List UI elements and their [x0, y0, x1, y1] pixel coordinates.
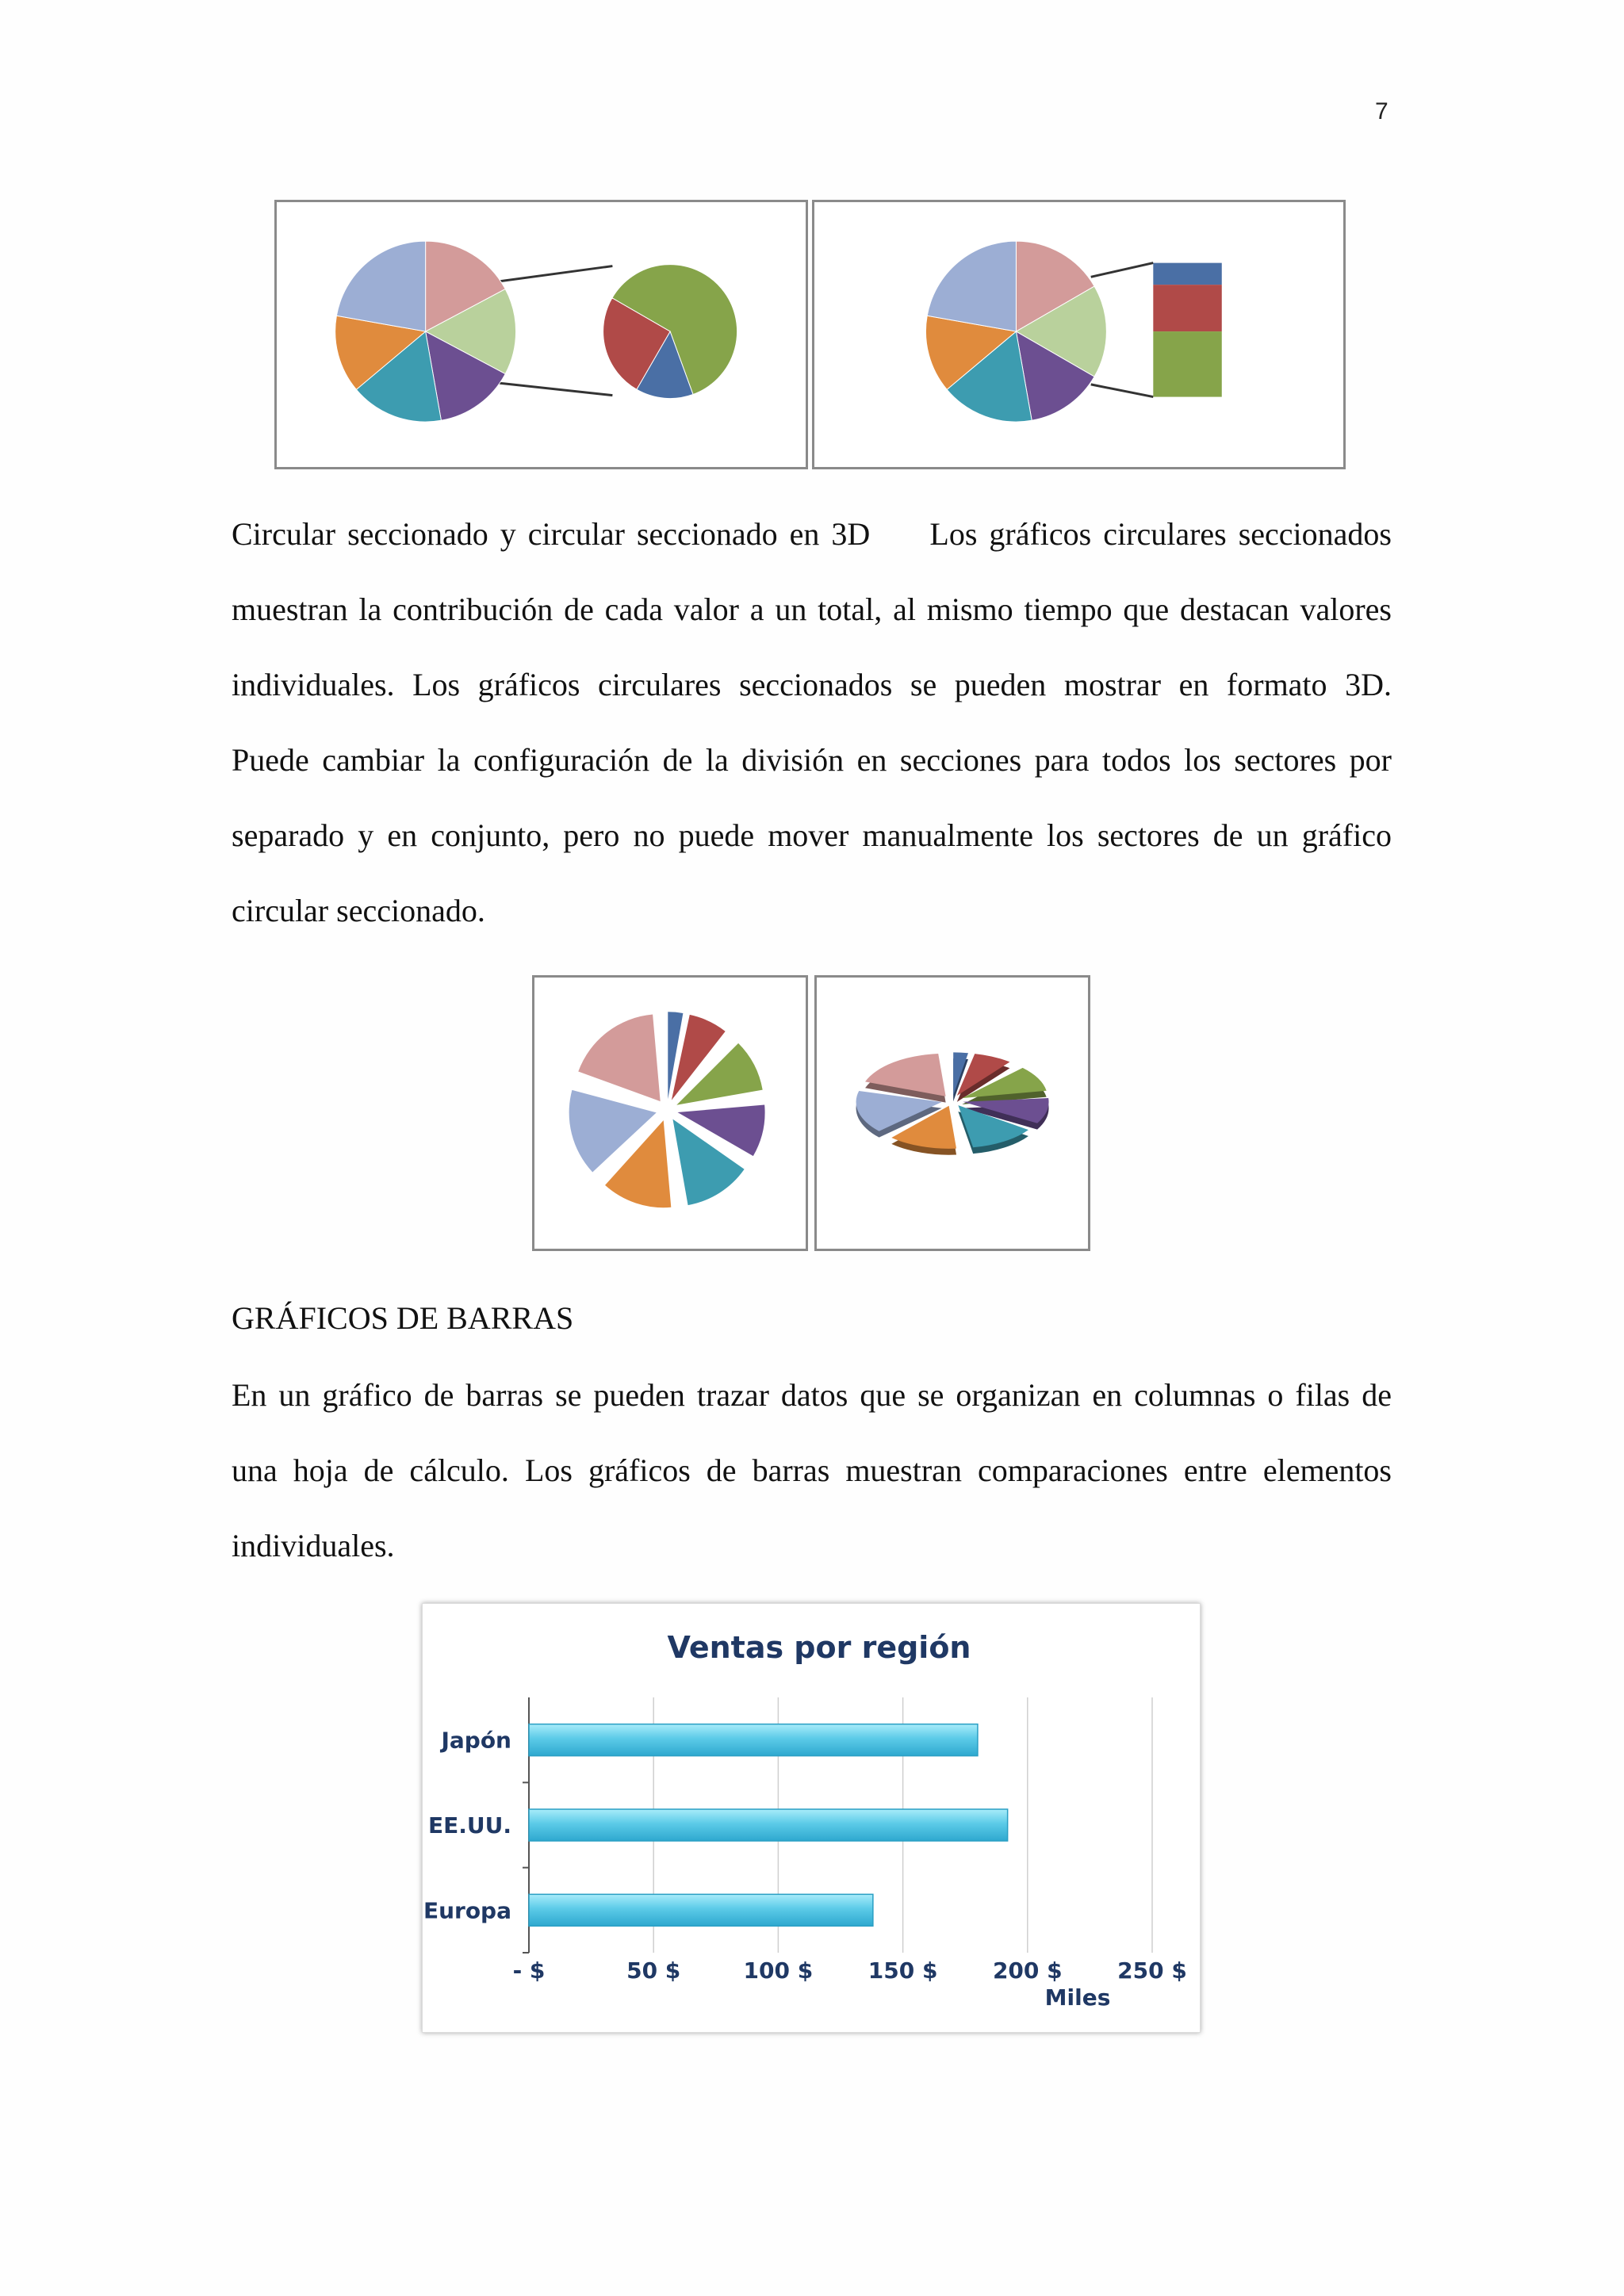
x-tick-label: 150 $	[868, 1957, 938, 1984]
category-label: EE.UU.	[428, 1812, 511, 1839]
text-line: individuales.	[232, 1528, 395, 1563]
exploded-pie-chart	[534, 978, 806, 1249]
chart-title: Ventas por región	[667, 1630, 971, 1665]
section-heading-bar-charts: GRÁFICOS DE BARRAS	[232, 1300, 574, 1336]
tick-labels	[513, 1957, 1187, 1984]
text-line: circular seccionado.	[232, 893, 485, 928]
text-line: individuales. Los gráficos circulares seccionados se pueden mostrar en formato 3D.	[232, 667, 1392, 702]
exploded-pie-figure	[532, 975, 808, 1251]
text-line: En un gráfico de barras se pueden trazar datos que se organizan en columnas o filas de	[232, 1377, 1392, 1413]
pie-of-pie-chart	[277, 202, 806, 467]
x-tick-label: 50 $	[626, 1957, 681, 1984]
text-line: Puede cambiar la configuración de la división en secciones para todos los sectores por	[232, 742, 1392, 778]
pie-slice	[927, 241, 1016, 331]
x-tick-label: 100 $	[743, 1957, 814, 1984]
text-line: separado y en conjunto, pero no puede mover manualmente los sectores de un gráfico	[232, 817, 1392, 853]
paragraph-bar-description	[232, 1357, 1392, 1583]
x-axis-label: Miles	[1044, 1984, 1111, 2011]
category-labels	[423, 1728, 511, 1924]
secondary-pie	[603, 265, 737, 399]
pie-slice	[578, 1015, 660, 1102]
category-label: Japón	[441, 1727, 511, 1754]
text-line: Circular seccionado y circular seccionado en 3D Los gráficos circulares seccionados	[232, 516, 1392, 552]
exploded-3d-pie-chart	[817, 978, 1088, 1249]
category-label: Europa	[423, 1897, 511, 1924]
bar	[529, 1894, 873, 1926]
x-tick-label: 250 $	[1117, 1957, 1187, 1984]
pie-slice	[336, 241, 425, 331]
x-tick-label: - $	[512, 1957, 546, 1984]
stacked-bar-segment-2	[1153, 285, 1221, 331]
connector-line-bottom	[497, 383, 612, 396]
text-line: muestran la contribución de cada valor a un total, al mismo tiempo que destacan valores	[232, 591, 1392, 627]
connector-line-bottom	[1091, 385, 1154, 397]
main-pie	[335, 241, 516, 422]
stacked-bar-segment-1	[1153, 263, 1221, 285]
exploded-3d-pie-figure	[814, 975, 1090, 1251]
exploded-pie	[569, 1012, 765, 1207]
pie-of-pie-figure	[274, 200, 808, 469]
main-pie	[925, 241, 1106, 422]
x-tick-label: 200 $	[992, 1957, 1063, 1984]
bar	[529, 1809, 1008, 1841]
bars	[529, 1724, 1008, 1927]
connector-line-top	[1091, 263, 1154, 277]
paragraph-pie-description	[232, 496, 1392, 948]
bar	[529, 1724, 978, 1756]
page-number: 7	[1375, 98, 1388, 124]
text-line: una hoja de cálculo. Los gráficos de barras muestran comparaciones entre elementos	[232, 1452, 1392, 1488]
connector-line-top	[497, 266, 612, 282]
stacked-bar-segment-3	[1153, 331, 1221, 397]
bar-of-pie-figure	[812, 200, 1346, 469]
bar-chart-svg	[423, 1604, 1200, 2032]
bar-of-pie-chart	[814, 202, 1343, 467]
bar-chart-ventas-por-region	[422, 1603, 1201, 2033]
